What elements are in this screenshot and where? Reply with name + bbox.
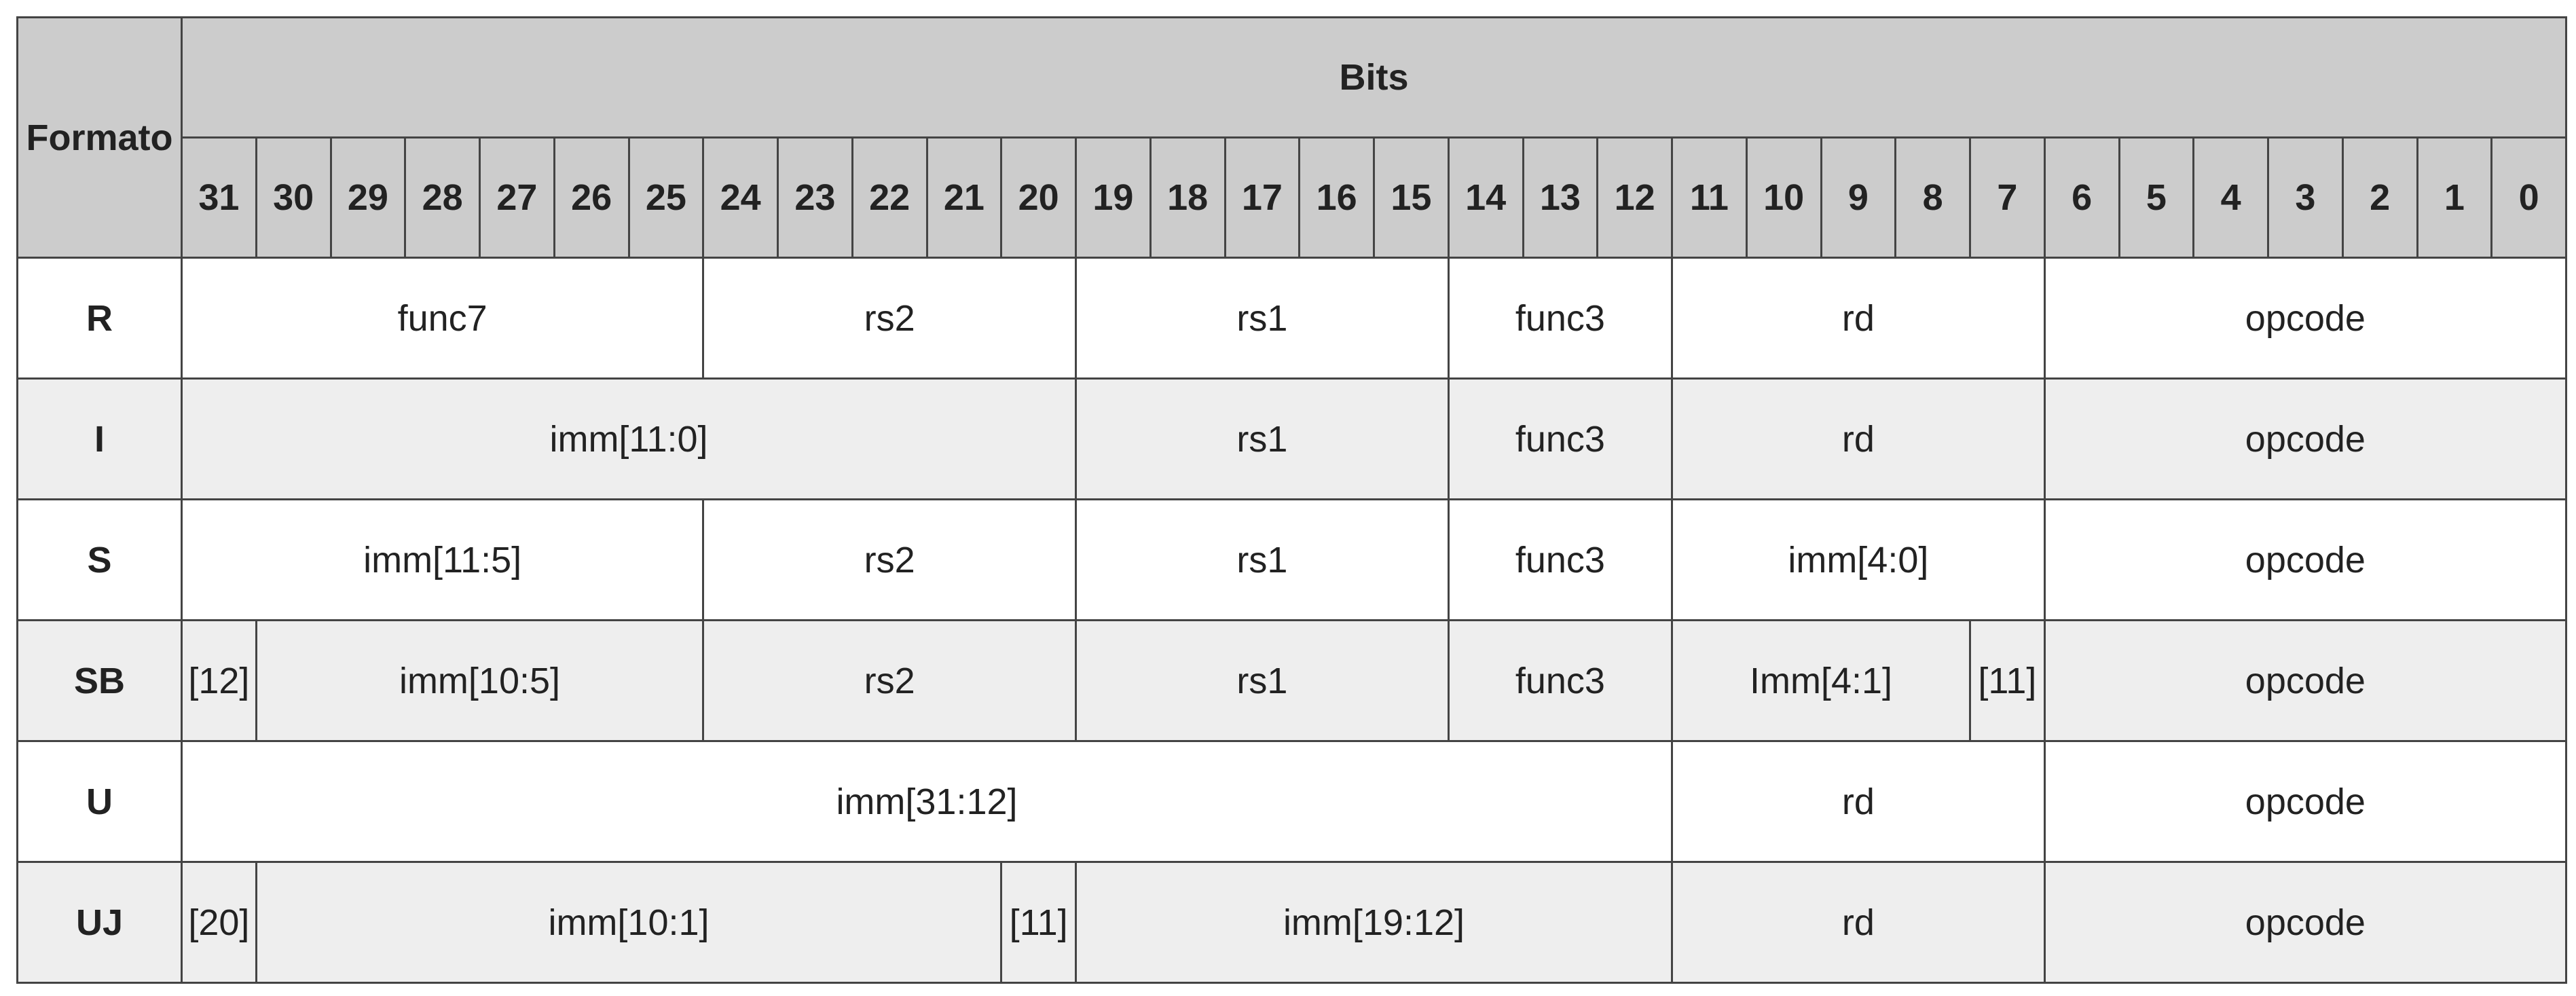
instruction-format-table [16,16,2567,984]
field-rs1: rs1 [1076,258,1449,379]
header-row-bit-numbers [18,138,2566,258]
field-imm-4-1: Imm[4:1] [1672,621,1970,741]
format-row-r [18,258,2566,379]
field-func3: func3 [1448,379,1672,500]
field-rs1: rs1 [1076,621,1449,741]
format-column-header: Formato [18,18,182,258]
bit-number-7: 7 [1970,138,2045,258]
field-opcode: opcode [2044,621,2566,741]
field-imm-10-1: imm[10:1] [256,862,1001,983]
format-name: UJ [18,862,182,983]
field-func3: func3 [1448,258,1672,379]
bit-number-11: 11 [1672,138,1747,258]
field-20: [20] [182,862,257,983]
field-rd: rd [1672,258,2045,379]
bit-number-19: 19 [1076,138,1151,258]
format-row-uj [18,862,2566,983]
bit-number-28: 28 [405,138,480,258]
field-func3: func3 [1448,500,1672,621]
bit-number-29: 29 [331,138,405,258]
bits-column-header: Bits [182,18,2566,138]
bit-number-12: 12 [1598,138,1672,258]
bit-number-27: 27 [480,138,555,258]
format-row-u [18,741,2566,862]
field-imm-19-12: imm[19:12] [1076,862,1672,983]
format-name: S [18,500,182,621]
field-rd: rd [1672,862,2045,983]
table-body [18,258,2566,983]
format-name: U [18,741,182,862]
field-11: [11] [1970,621,2045,741]
bit-number-16: 16 [1300,138,1374,258]
format-name: I [18,379,182,500]
bit-number-18: 18 [1150,138,1225,258]
format-row-sb [18,621,2566,741]
bit-number-15: 15 [1374,138,1449,258]
format-name: R [18,258,182,379]
field-opcode: opcode [2044,862,2566,983]
bit-number-14: 14 [1448,138,1523,258]
field-imm-11-0: imm[11:0] [182,379,1076,500]
field-opcode: opcode [2044,379,2566,500]
bit-number-13: 13 [1523,138,1598,258]
bit-number-26: 26 [554,138,629,258]
field-rs1: rs1 [1076,500,1449,621]
field-func3: func3 [1448,621,1672,741]
field-imm-10-5: imm[10:5] [256,621,703,741]
field-opcode: opcode [2044,500,2566,621]
field-opcode: opcode [2044,258,2566,379]
bit-number-17: 17 [1225,138,1300,258]
field-rs2: rs2 [703,258,1076,379]
bit-number-20: 20 [1001,138,1076,258]
bit-number-30: 30 [256,138,331,258]
bit-number-31: 31 [182,138,257,258]
bit-number-10: 10 [1746,138,1821,258]
bit-number-1: 1 [2417,138,2492,258]
bit-number-9: 9 [1821,138,1896,258]
header-row-bits [18,18,2566,138]
field-12: [12] [182,621,257,741]
bit-number-3: 3 [2268,138,2343,258]
format-row-s [18,500,2566,621]
field-rs1: rs1 [1076,379,1449,500]
bit-number-4: 4 [2194,138,2268,258]
field-imm-4-0: imm[4:0] [1672,500,2045,621]
bit-number-21: 21 [927,138,1001,258]
bit-number-23: 23 [778,138,853,258]
bit-number-25: 25 [629,138,703,258]
format-row-i [18,379,2566,500]
bit-number-22: 22 [852,138,927,258]
bit-number-5: 5 [2119,138,2194,258]
format-name: SB [18,621,182,741]
bit-number-8: 8 [1896,138,1970,258]
field-rs2: rs2 [703,621,1076,741]
field-func7: func7 [182,258,703,379]
bit-number-24: 24 [703,138,778,258]
field-imm-31-12: imm[31:12] [182,741,1672,862]
field-opcode: opcode [2044,741,2566,862]
field-rs2: rs2 [703,500,1076,621]
field-11: [11] [1001,862,1076,983]
field-imm-11-5: imm[11:5] [182,500,703,621]
bit-number-2: 2 [2342,138,2417,258]
field-rd: rd [1672,741,2045,862]
bit-number-6: 6 [2044,138,2119,258]
bit-number-0: 0 [2492,138,2566,258]
field-rd: rd [1672,379,2045,500]
